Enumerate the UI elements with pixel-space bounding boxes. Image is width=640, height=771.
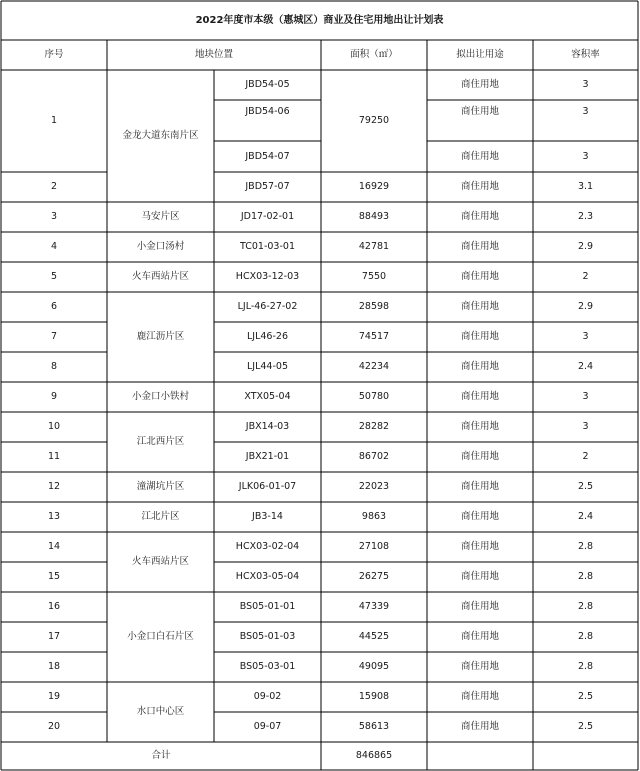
seq-cell: 9 [50, 391, 58, 403]
floor-area-ratio-cell: 2.8 [577, 601, 594, 613]
plot-code-cell: HCX03-05-04 [235, 571, 300, 583]
land-use-cell: 商住用地 [460, 106, 499, 117]
seq-cell: 19 [47, 691, 61, 703]
land-use-cell: 商住用地 [460, 271, 499, 283]
area-cell: 88493 [358, 211, 390, 223]
land-use-cell: 商住用地 [460, 301, 499, 313]
seq-cell: 10 [47, 421, 61, 433]
location-group-cell: 鹿江沥片区 [136, 331, 185, 343]
total-area: 846865 [355, 750, 393, 762]
seq-cell: 14 [47, 541, 61, 553]
land-use-cell: 商住用地 [460, 511, 499, 523]
total-label: 合计 [151, 750, 171, 762]
area-cell: 47339 [358, 601, 390, 613]
plot-code-cell: JBX21-01 [245, 451, 290, 463]
area-cell: 44525 [358, 631, 390, 643]
location-group-cell: 小金口白石片区 [127, 631, 194, 643]
location-group-cell: 潼湖坑片区 [136, 481, 185, 493]
area-cell: 15908 [358, 691, 390, 703]
plot-code-cell: JBD54-07 [245, 150, 290, 162]
floor-area-ratio-cell: 2.8 [577, 571, 594, 583]
floor-area-ratio-cell: 3 [582, 331, 589, 343]
area-cell-merged: 79250 [358, 115, 390, 127]
plot-code-cell: HCX03-02-04 [235, 541, 300, 553]
seq-cell: 12 [47, 481, 61, 493]
plot-code-cell: XTX05-04 [244, 391, 291, 403]
floor-area-ratio-cell: 2.5 [577, 481, 594, 493]
location-group-cell: 金龙大道东南片区 [122, 130, 199, 142]
land-use-cell: 商住用地 [460, 150, 499, 162]
seq-cell: 2 [50, 181, 58, 193]
plot-code-cell: JBD54-05 [245, 79, 290, 91]
seq-cell: 20 [47, 721, 61, 733]
seq-cell: 18 [47, 661, 61, 673]
location-group-cell: 小金口小铁村 [131, 391, 189, 403]
area-cell: 9863 [361, 511, 387, 523]
floor-area-ratio-cell: 2 [582, 271, 589, 283]
floor-area-ratio-cell: 2.9 [577, 301, 594, 313]
land-use-cell: 商住用地 [460, 691, 499, 703]
floor-area-ratio-cell: 2.9 [577, 241, 594, 253]
plot-code-cell: JD17-02-01 [240, 211, 295, 223]
area-cell: 58613 [358, 721, 390, 733]
plot-code-cell: HCX03-12-03 [235, 271, 300, 283]
seq-cell: 5 [50, 271, 58, 283]
land-use-cell: 商住用地 [460, 361, 499, 373]
seq-cell: 3 [50, 211, 58, 223]
floor-area-ratio-cell: 3 [582, 391, 589, 403]
seq-cell: 13 [47, 511, 61, 523]
area-cell: 86702 [358, 451, 390, 463]
floor-area-ratio-cell: 2.4 [577, 511, 594, 523]
location-group-cell: 江北西片区 [136, 436, 185, 448]
area-cell: 27108 [358, 541, 390, 553]
plot-code-cell: 09-02 [253, 691, 282, 703]
area-cell: 49095 [358, 661, 390, 673]
location-group-cell: 水口中心区 [136, 706, 185, 718]
seq-cell: 7 [50, 331, 58, 343]
header-far: 容积率 [571, 49, 600, 61]
plot-code-cell: JLK06-01-07 [238, 481, 297, 493]
area-cell: 22023 [358, 481, 390, 493]
plot-code-cell: LJL-46-27-02 [237, 301, 298, 313]
land-use-cell: 商住用地 [460, 391, 499, 403]
land-use-cell: 商住用地 [460, 451, 499, 463]
land-use-cell: 商住用地 [460, 79, 499, 91]
land-use-cell: 商住用地 [460, 571, 499, 583]
plot-code-cell: 09-07 [253, 721, 282, 733]
area-cell: 26275 [358, 571, 390, 583]
area-cell: 42781 [358, 241, 390, 253]
header-seq: 序号 [44, 49, 64, 61]
table-title: 2022年度市本级（惠城区）商业及住宅用地出让计划表 [195, 14, 444, 26]
seq-cell: 11 [47, 451, 61, 463]
area-cell: 28282 [358, 421, 390, 433]
floor-area-ratio-cell: 3 [582, 150, 589, 162]
area-cell: 50780 [358, 391, 390, 403]
land-use-cell: 商住用地 [460, 421, 499, 433]
floor-area-ratio-cell: 2.5 [577, 721, 594, 733]
seq-cell: 15 [47, 571, 61, 583]
seq-cell: 1 [50, 115, 58, 127]
floor-area-ratio-cell: 2 [582, 451, 589, 463]
location-group-cell: 马安片区 [141, 211, 180, 223]
land-use-cell: 商住用地 [460, 211, 499, 223]
plot-code-cell: BS05-01-03 [239, 631, 296, 643]
plot-code-cell: BS05-01-01 [239, 601, 296, 613]
floor-area-ratio-cell: 2.4 [577, 361, 594, 373]
floor-area-ratio-cell: 2.3 [577, 211, 594, 223]
area-cell: 42234 [358, 361, 390, 373]
seq-cell: 17 [47, 631, 61, 643]
floor-area-ratio-cell: 2.8 [577, 631, 594, 643]
area-cell: 16929 [358, 181, 390, 193]
plot-code-cell: BS05-03-01 [239, 661, 296, 673]
plot-code-cell: LJL44-05 [247, 361, 288, 373]
seq-cell: 4 [50, 241, 58, 253]
plot-code-cell: JBD54-06 [245, 106, 290, 117]
location-group-cell: 小金口汤村 [136, 241, 185, 253]
floor-area-ratio-cell: 2.5 [577, 691, 594, 703]
land-use-cell: 商住用地 [460, 241, 499, 253]
land-use-cell: 商住用地 [460, 541, 499, 553]
floor-area-ratio-cell: 2.8 [577, 661, 594, 673]
floor-area-ratio-cell: 3 [582, 106, 589, 117]
land-use-cell: 商住用地 [460, 721, 499, 733]
location-group-cell: 火车西站片区 [131, 556, 189, 568]
land-use-cell: 商住用地 [460, 631, 499, 643]
area-cell: 28598 [358, 301, 390, 313]
seq-cell: 16 [47, 601, 61, 613]
floor-area-ratio-cell: 3 [582, 79, 589, 91]
plot-code-cell: JB3-14 [252, 511, 283, 523]
floor-area-ratio-cell: 2.8 [577, 541, 594, 553]
land-use-cell: 商住用地 [460, 181, 499, 193]
land-use-cell: 商住用地 [460, 661, 499, 673]
seq-cell: 8 [50, 361, 58, 373]
floor-area-ratio-cell: 3.1 [577, 181, 594, 193]
area-cell: 74517 [358, 331, 390, 343]
plot-code-cell: LJL46-26 [247, 331, 288, 343]
location-group-cell: 江北片区 [141, 511, 180, 523]
location-group-cell: 火车西站片区 [131, 271, 189, 283]
plot-code-cell: JBX14-03 [245, 421, 290, 433]
land-use-cell: 商住用地 [460, 481, 499, 493]
land-use-cell: 商住用地 [460, 331, 499, 343]
header-use: 拟出让用途 [456, 49, 504, 61]
header-area: 面积（㎡） [350, 49, 398, 61]
area-cell: 7550 [361, 271, 387, 283]
land-use-cell: 商住用地 [460, 601, 499, 613]
plot-code-cell: TC01-03-01 [239, 241, 295, 253]
floor-area-ratio-cell: 3 [582, 421, 589, 433]
seq-cell: 6 [50, 301, 58, 313]
header-location: 地块位置 [194, 49, 233, 61]
plot-code-cell: JBD57-07 [245, 181, 290, 193]
